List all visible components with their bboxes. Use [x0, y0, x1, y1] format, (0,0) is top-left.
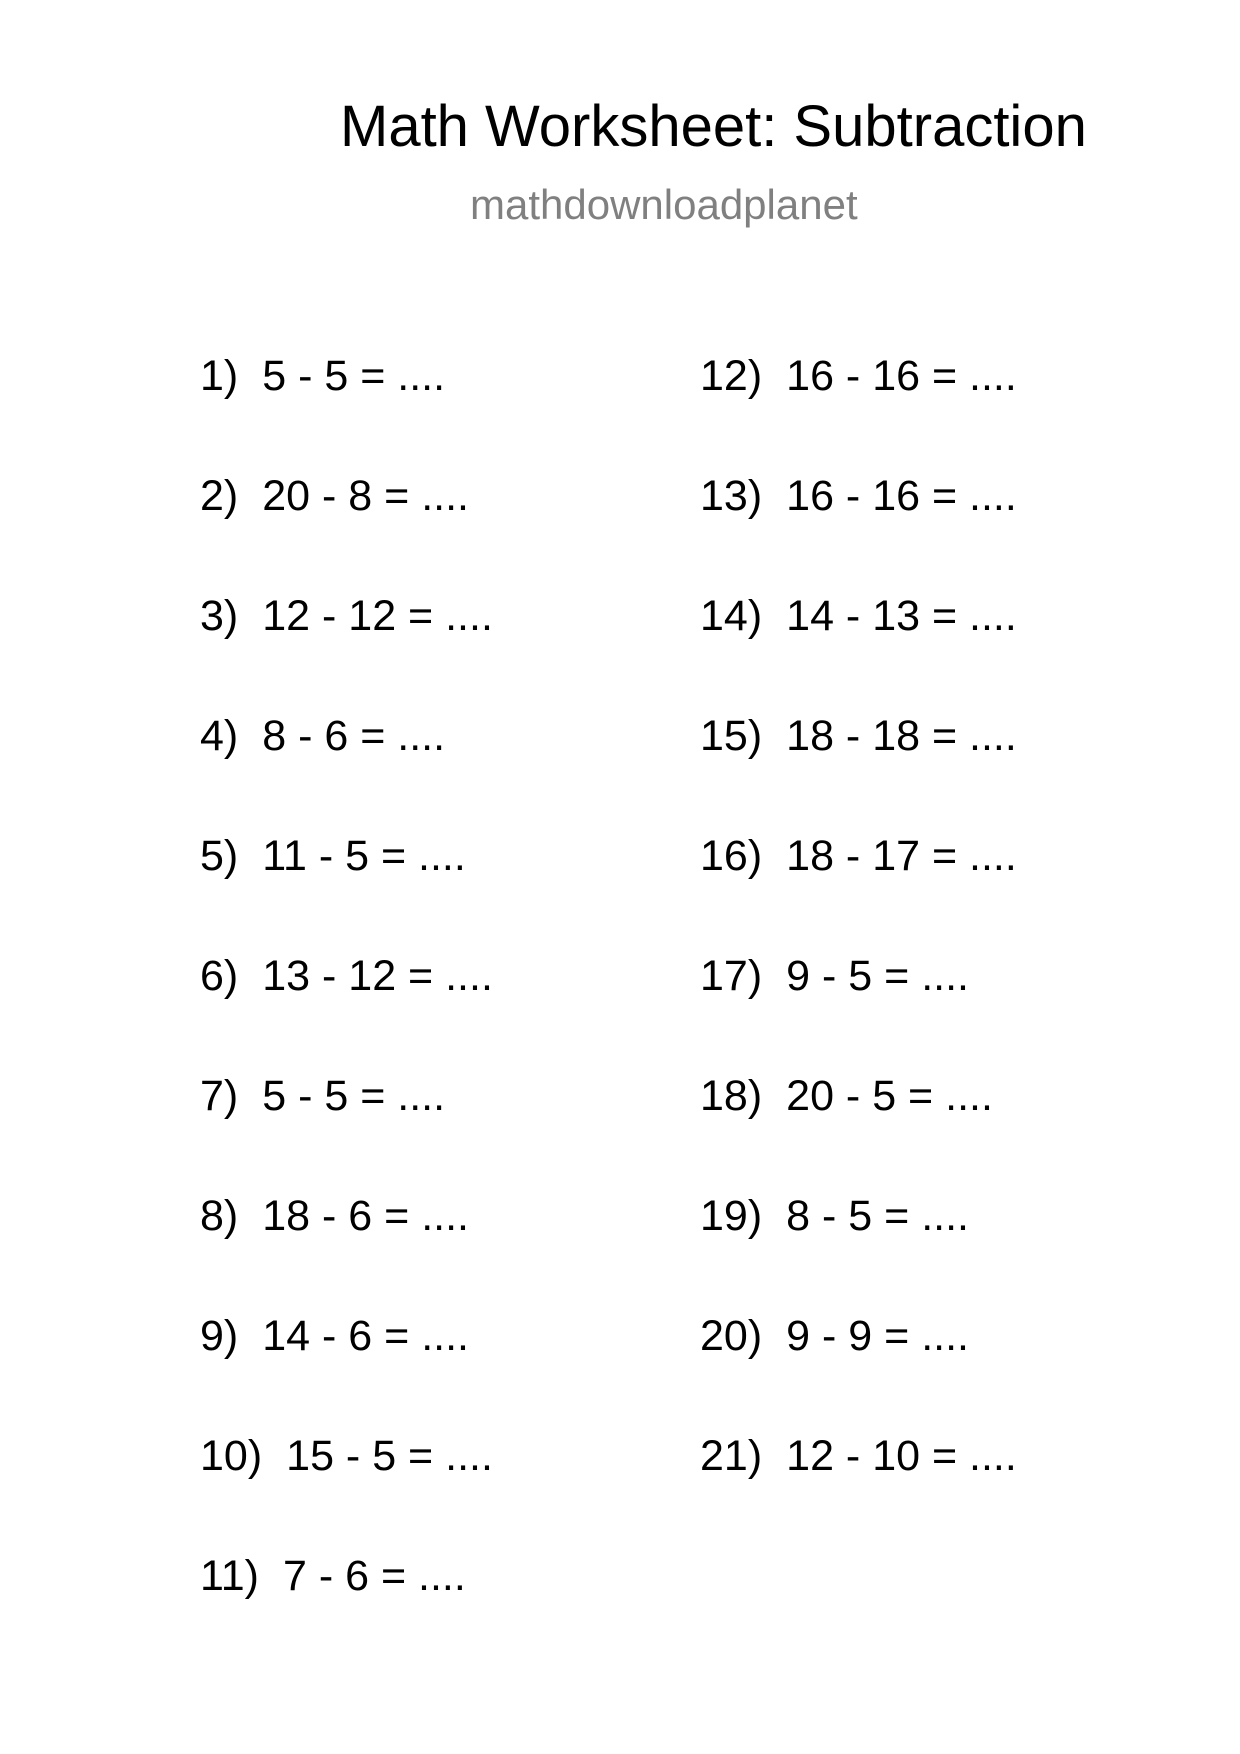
problem-expression: 15 - 5 = .... — [286, 1432, 493, 1480]
problem-expression: 9 - 5 = .... — [786, 952, 969, 1000]
problem-number: 9) — [200, 1312, 239, 1360]
problem-item — [700, 712, 1017, 760]
problem-item — [200, 472, 469, 520]
problem-number: 18) — [700, 1072, 763, 1120]
problem-item — [700, 1432, 1017, 1480]
problem-number: 1) — [200, 352, 239, 400]
problem-number: 19) — [700, 1192, 763, 1240]
problem-number: 12) — [700, 352, 763, 400]
problem-item — [200, 952, 493, 1000]
problem-expression: 20 - 8 = .... — [262, 472, 469, 520]
problem-item — [200, 1552, 466, 1600]
problem-item — [200, 1192, 469, 1240]
problem-item — [700, 472, 1017, 520]
problem-number: 16) — [700, 832, 763, 880]
problem-number: 5) — [200, 832, 239, 880]
problem-expression: 16 - 16 = .... — [786, 352, 1017, 400]
problem-item — [700, 1192, 969, 1240]
problem-item — [200, 832, 466, 880]
problem-expression: 5 - 5 = .... — [262, 1072, 446, 1120]
problem-number: 8) — [200, 1192, 239, 1240]
problem-expression: 20 - 5 = .... — [786, 1072, 993, 1120]
worksheet-title: Math Worksheet: Subtraction — [340, 94, 1087, 159]
worksheet-subtitle: mathdownloadplanet — [470, 181, 858, 228]
problem-expression: 7 - 6 = .... — [282, 1552, 466, 1600]
problem-number: 4) — [200, 712, 239, 760]
problem-expression: 11 - 5 = .... — [262, 832, 466, 880]
problem-item — [700, 1072, 993, 1120]
problem-number: 14) — [700, 592, 763, 640]
problem-expression: 12 - 10 = .... — [786, 1432, 1017, 1480]
problem-number: 3) — [200, 592, 239, 640]
problem-number: 15) — [700, 712, 763, 760]
problem-number: 20) — [700, 1312, 763, 1360]
problem-item — [200, 352, 446, 400]
problem-item — [700, 592, 1017, 640]
problem-number: 17) — [700, 952, 763, 1000]
problem-expression: 8 - 5 = .... — [786, 1192, 969, 1240]
problem-number: 2) — [200, 472, 239, 520]
problem-expression: 18 - 6 = .... — [262, 1192, 469, 1240]
problem-item — [700, 832, 1017, 880]
problem-item — [700, 352, 1017, 400]
problem-item — [700, 952, 969, 1000]
problem-item — [200, 1072, 446, 1120]
problem-number: 13) — [700, 472, 763, 520]
problem-expression: 14 - 13 = .... — [786, 592, 1017, 640]
problem-expression: 12 - 12 = .... — [262, 592, 493, 640]
problem-number: 6) — [200, 952, 239, 1000]
problem-item — [200, 592, 493, 640]
problem-number: 21) — [700, 1432, 763, 1480]
problem-item — [200, 1312, 469, 1360]
problem-number: 7) — [200, 1072, 239, 1120]
problem-expression: 14 - 6 = .... — [262, 1312, 469, 1360]
problem-expression: 16 - 16 = .... — [786, 472, 1017, 520]
problem-expression: 18 - 17 = .... — [786, 832, 1017, 880]
problem-expression: 9 - 9 = .... — [786, 1312, 969, 1360]
problem-item — [200, 1432, 493, 1480]
problem-number: 10) — [200, 1432, 263, 1480]
problem-expression: 13 - 12 = .... — [262, 952, 493, 1000]
problem-number: 11) — [200, 1552, 259, 1600]
problem-item — [700, 1312, 969, 1360]
problem-expression: 18 - 18 = .... — [786, 712, 1017, 760]
problem-item — [200, 712, 446, 760]
problem-expression: 5 - 5 = .... — [262, 352, 446, 400]
problem-expression: 8 - 6 = .... — [262, 712, 446, 760]
